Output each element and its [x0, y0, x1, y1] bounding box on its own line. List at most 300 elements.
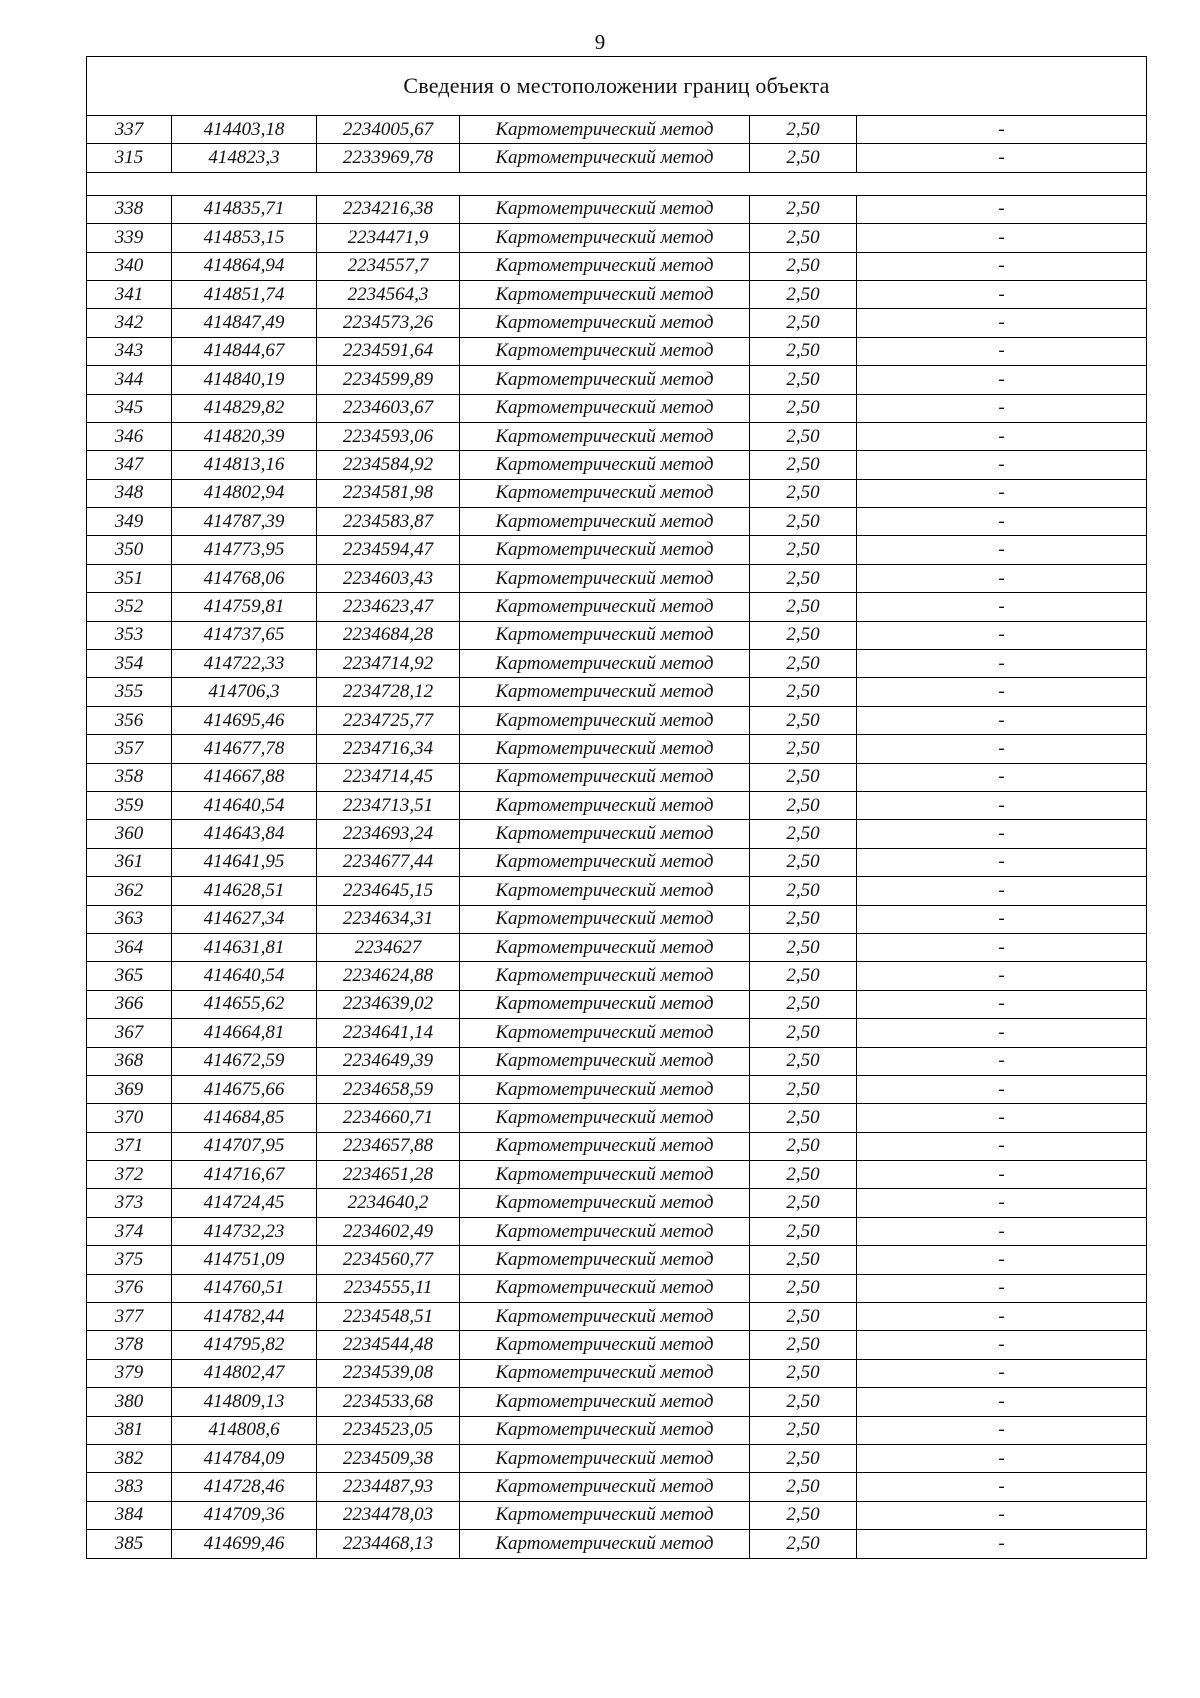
table-row [87, 536, 1147, 564]
table-row [87, 1359, 1147, 1387]
method-cell: Картометрический метод [460, 508, 750, 536]
method-cell: Картометрический метод [460, 593, 750, 621]
point-number-cell: 364 [87, 933, 172, 961]
point-number-cell: 367 [87, 1019, 172, 1047]
y-coordinate-cell: 2234560,77 [317, 1246, 460, 1274]
description-cell: - [857, 366, 1147, 394]
x-coordinate-cell: 414724,45 [172, 1189, 317, 1217]
accuracy-cell: 2,50 [750, 422, 857, 450]
description-cell: - [857, 1132, 1147, 1160]
x-coordinate-cell: 414695,46 [172, 706, 317, 734]
y-coordinate-cell: 2234649,39 [317, 1047, 460, 1075]
description-cell: - [857, 280, 1147, 308]
table-row [87, 116, 1147, 144]
x-coordinate-cell: 414675,66 [172, 1075, 317, 1103]
point-number-cell: 362 [87, 877, 172, 905]
accuracy-cell: 2,50 [750, 848, 857, 876]
accuracy-cell: 2,50 [750, 116, 857, 144]
accuracy-cell: 2,50 [750, 144, 857, 172]
description-cell: - [857, 678, 1147, 706]
point-number-cell: 363 [87, 905, 172, 933]
x-coordinate-cell: 414655,62 [172, 990, 317, 1018]
table-row [87, 820, 1147, 848]
accuracy-cell: 2,50 [750, 621, 857, 649]
table-row [87, 1019, 1147, 1047]
description-cell: - [857, 451, 1147, 479]
x-coordinate-cell: 414722,33 [172, 650, 317, 678]
point-number-cell: 385 [87, 1530, 172, 1558]
table-row [87, 422, 1147, 450]
x-coordinate-cell: 414732,23 [172, 1217, 317, 1245]
y-coordinate-cell: 2234583,87 [317, 508, 460, 536]
point-number-cell: 349 [87, 508, 172, 536]
point-number-cell: 354 [87, 650, 172, 678]
accuracy-cell: 2,50 [750, 1359, 857, 1387]
x-coordinate-cell: 414706,3 [172, 678, 317, 706]
accuracy-cell: 2,50 [750, 1047, 857, 1075]
point-number-cell: 337 [87, 116, 172, 144]
x-coordinate-cell: 414699,46 [172, 1530, 317, 1558]
y-coordinate-cell: 2234005,67 [317, 116, 460, 144]
description-cell: - [857, 1161, 1147, 1189]
y-coordinate-cell: 2234539,08 [317, 1359, 460, 1387]
description-cell: - [857, 990, 1147, 1018]
point-number-cell: 352 [87, 593, 172, 621]
x-coordinate-cell: 414847,49 [172, 309, 317, 337]
description-cell: - [857, 1331, 1147, 1359]
y-coordinate-cell: 2233969,78 [317, 144, 460, 172]
point-number-cell: 340 [87, 252, 172, 280]
point-number-cell: 379 [87, 1359, 172, 1387]
y-coordinate-cell: 2234591,64 [317, 337, 460, 365]
description-cell: - [857, 905, 1147, 933]
accuracy-cell: 2,50 [750, 1416, 857, 1444]
x-coordinate-cell: 414667,88 [172, 763, 317, 791]
table-title-row [87, 57, 1147, 116]
accuracy-cell: 2,50 [750, 1217, 857, 1245]
accuracy-cell: 2,50 [750, 366, 857, 394]
point-number-cell: 338 [87, 195, 172, 223]
boundary-coordinates-table [86, 56, 1147, 1559]
x-coordinate-cell: 414707,95 [172, 1132, 317, 1160]
y-coordinate-cell: 2234677,44 [317, 848, 460, 876]
y-coordinate-cell: 2234555,11 [317, 1274, 460, 1302]
x-coordinate-cell: 414760,51 [172, 1274, 317, 1302]
accuracy-cell: 2,50 [750, 933, 857, 961]
table-row [87, 650, 1147, 678]
table-row [87, 933, 1147, 961]
point-number-cell: 366 [87, 990, 172, 1018]
accuracy-cell: 2,50 [750, 593, 857, 621]
x-coordinate-cell: 414787,39 [172, 508, 317, 536]
method-cell: Картометрический метод [460, 309, 750, 337]
table-row [87, 877, 1147, 905]
method-cell: Картометрический метод [460, 877, 750, 905]
x-coordinate-cell: 414751,09 [172, 1246, 317, 1274]
table-row [87, 678, 1147, 706]
page-number: 9 [594, 30, 606, 54]
y-coordinate-cell: 2234573,26 [317, 309, 460, 337]
x-coordinate-cell: 414851,74 [172, 280, 317, 308]
point-number-cell: 356 [87, 706, 172, 734]
table-row [87, 144, 1147, 172]
description-cell: - [857, 144, 1147, 172]
y-coordinate-cell: 2234509,38 [317, 1444, 460, 1472]
method-cell: Картометрический метод [460, 422, 750, 450]
method-cell: Картометрический метод [460, 621, 750, 649]
description-cell: - [857, 1359, 1147, 1387]
table-row [87, 309, 1147, 337]
method-cell: Картометрический метод [460, 706, 750, 734]
method-cell: Картометрический метод [460, 116, 750, 144]
accuracy-cell: 2,50 [750, 564, 857, 592]
y-coordinate-cell: 2234645,15 [317, 877, 460, 905]
table-row [87, 962, 1147, 990]
x-coordinate-cell: 414737,65 [172, 621, 317, 649]
accuracy-cell: 2,50 [750, 1388, 857, 1416]
method-cell: Картометрический метод [460, 848, 750, 876]
method-cell: Картометрический метод [460, 1075, 750, 1103]
method-cell: Картометрический метод [460, 962, 750, 990]
y-coordinate-cell: 2234593,06 [317, 422, 460, 450]
table-row [87, 791, 1147, 819]
point-number-cell: 350 [87, 536, 172, 564]
point-number-cell: 381 [87, 1416, 172, 1444]
table-row [87, 848, 1147, 876]
accuracy-cell: 2,50 [750, 1075, 857, 1103]
x-coordinate-cell: 414640,54 [172, 962, 317, 990]
y-coordinate-cell: 2234657,88 [317, 1132, 460, 1160]
y-coordinate-cell: 2234471,9 [317, 224, 460, 252]
description-cell: - [857, 1501, 1147, 1529]
x-coordinate-cell: 414672,59 [172, 1047, 317, 1075]
x-coordinate-cell: 414829,82 [172, 394, 317, 422]
y-coordinate-cell: 2234658,59 [317, 1075, 460, 1103]
y-coordinate-cell: 2234603,43 [317, 564, 460, 592]
x-coordinate-cell: 414853,15 [172, 224, 317, 252]
method-cell: Картометрический метод [460, 791, 750, 819]
description-cell: - [857, 735, 1147, 763]
point-number-cell: 347 [87, 451, 172, 479]
x-coordinate-cell: 414844,67 [172, 337, 317, 365]
table-row [87, 1501, 1147, 1529]
point-number-cell: 380 [87, 1388, 172, 1416]
y-coordinate-cell: 2234725,77 [317, 706, 460, 734]
table-row [87, 593, 1147, 621]
y-coordinate-cell: 2234594,47 [317, 536, 460, 564]
x-coordinate-cell: 414643,84 [172, 820, 317, 848]
accuracy-cell: 2,50 [750, 1473, 857, 1501]
point-number-cell: 368 [87, 1047, 172, 1075]
point-number-cell: 359 [87, 791, 172, 819]
table-row [87, 1331, 1147, 1359]
method-cell: Картометрический метод [460, 990, 750, 1018]
description-cell: - [857, 1303, 1147, 1331]
accuracy-cell: 2,50 [750, 1274, 857, 1302]
method-cell: Картометрический метод [460, 337, 750, 365]
x-coordinate-cell: 414802,94 [172, 479, 317, 507]
y-coordinate-cell: 2234487,93 [317, 1473, 460, 1501]
description-cell: - [857, 1444, 1147, 1472]
method-cell: Картометрический метод [460, 224, 750, 252]
method-cell: Картометрический метод [460, 1161, 750, 1189]
y-coordinate-cell: 2234639,02 [317, 990, 460, 1018]
method-cell: Картометрический метод [460, 1388, 750, 1416]
y-coordinate-cell: 2234602,49 [317, 1217, 460, 1245]
x-coordinate-cell: 414820,39 [172, 422, 317, 450]
table-row [87, 1444, 1147, 1472]
method-cell: Картометрический метод [460, 1416, 750, 1444]
description-cell: - [857, 422, 1147, 450]
description-cell: - [857, 1104, 1147, 1132]
x-coordinate-cell: 414795,82 [172, 1331, 317, 1359]
description-cell: - [857, 1530, 1147, 1558]
description-cell: - [857, 564, 1147, 592]
description-cell: - [857, 621, 1147, 649]
method-cell: Картометрический метод [460, 1473, 750, 1501]
y-coordinate-cell: 2234544,48 [317, 1331, 460, 1359]
x-coordinate-cell: 414782,44 [172, 1303, 317, 1331]
accuracy-cell: 2,50 [750, 1104, 857, 1132]
point-number-cell: 375 [87, 1246, 172, 1274]
method-cell: Картометрический метод [460, 366, 750, 394]
accuracy-cell: 2,50 [750, 820, 857, 848]
table-row [87, 1473, 1147, 1501]
accuracy-cell: 2,50 [750, 1444, 857, 1472]
y-coordinate-cell: 2234603,67 [317, 394, 460, 422]
accuracy-cell: 2,50 [750, 337, 857, 365]
y-coordinate-cell: 2234599,89 [317, 366, 460, 394]
method-cell: Картометрический метод [460, 678, 750, 706]
y-coordinate-cell: 2234216,38 [317, 195, 460, 223]
table-row [87, 1246, 1147, 1274]
accuracy-cell: 2,50 [750, 224, 857, 252]
point-number-cell: 341 [87, 280, 172, 308]
contour-separator-row [87, 172, 1147, 195]
point-number-cell: 346 [87, 422, 172, 450]
method-cell: Картометрический метод [460, 905, 750, 933]
y-coordinate-cell: 2234557,7 [317, 252, 460, 280]
accuracy-cell: 2,50 [750, 905, 857, 933]
y-coordinate-cell: 2234713,51 [317, 791, 460, 819]
accuracy-cell: 2,50 [750, 536, 857, 564]
x-coordinate-cell: 414627,34 [172, 905, 317, 933]
table-row [87, 621, 1147, 649]
table-row [87, 763, 1147, 791]
table-row [87, 479, 1147, 507]
table-row [87, 735, 1147, 763]
accuracy-cell: 2,50 [750, 1019, 857, 1047]
x-coordinate-cell: 414823,3 [172, 144, 317, 172]
x-coordinate-cell: 414640,54 [172, 791, 317, 819]
method-cell: Картометрический метод [460, 252, 750, 280]
point-number-cell: 372 [87, 1161, 172, 1189]
accuracy-cell: 2,50 [750, 1501, 857, 1529]
y-coordinate-cell: 2234564,3 [317, 280, 460, 308]
table-row [87, 564, 1147, 592]
point-number-cell: 315 [87, 144, 172, 172]
method-cell: Картометрический метод [460, 564, 750, 592]
point-number-cell: 369 [87, 1075, 172, 1103]
accuracy-cell: 2,50 [750, 1189, 857, 1217]
x-coordinate-cell: 414768,06 [172, 564, 317, 592]
point-number-cell: 384 [87, 1501, 172, 1529]
description-cell: - [857, 1047, 1147, 1075]
method-cell: Картометрический метод [460, 1303, 750, 1331]
description-cell: - [857, 1274, 1147, 1302]
table-row [87, 706, 1147, 734]
accuracy-cell: 2,50 [750, 877, 857, 905]
y-coordinate-cell: 2234634,31 [317, 905, 460, 933]
y-coordinate-cell: 2234660,71 [317, 1104, 460, 1132]
y-coordinate-cell: 2234523,05 [317, 1416, 460, 1444]
accuracy-cell: 2,50 [750, 309, 857, 337]
accuracy-cell: 2,50 [750, 1132, 857, 1160]
description-cell: - [857, 933, 1147, 961]
table-row [87, 1303, 1147, 1331]
y-coordinate-cell: 2234468,13 [317, 1530, 460, 1558]
accuracy-cell: 2,50 [750, 508, 857, 536]
y-coordinate-cell: 2234693,24 [317, 820, 460, 848]
table-row [87, 905, 1147, 933]
y-coordinate-cell: 2234627 [317, 933, 460, 961]
method-cell: Картометрический метод [460, 144, 750, 172]
method-cell: Картометрический метод [460, 1104, 750, 1132]
y-coordinate-cell: 2234651,28 [317, 1161, 460, 1189]
table-row [87, 1189, 1147, 1217]
x-coordinate-cell: 414809,13 [172, 1388, 317, 1416]
table-row [87, 990, 1147, 1018]
description-cell: - [857, 791, 1147, 819]
x-coordinate-cell: 414759,81 [172, 593, 317, 621]
accuracy-cell: 2,50 [750, 962, 857, 990]
y-coordinate-cell: 2234478,03 [317, 1501, 460, 1529]
method-cell: Картометрический метод [460, 479, 750, 507]
description-cell: - [857, 224, 1147, 252]
description-cell: - [857, 1246, 1147, 1274]
table-row [87, 1274, 1147, 1302]
point-number-cell: 373 [87, 1189, 172, 1217]
point-number-cell: 376 [87, 1274, 172, 1302]
accuracy-cell: 2,50 [750, 1303, 857, 1331]
x-coordinate-cell: 414684,85 [172, 1104, 317, 1132]
accuracy-cell: 2,50 [750, 195, 857, 223]
method-cell: Картометрический метод [460, 1019, 750, 1047]
x-coordinate-cell: 414808,6 [172, 1416, 317, 1444]
accuracy-cell: 2,50 [750, 735, 857, 763]
y-coordinate-cell: 2234684,28 [317, 621, 460, 649]
accuracy-cell: 2,50 [750, 990, 857, 1018]
table-body [87, 57, 1147, 1559]
point-number-cell: 371 [87, 1132, 172, 1160]
y-coordinate-cell: 2234624,88 [317, 962, 460, 990]
method-cell: Картометрический метод [460, 1274, 750, 1302]
description-cell: - [857, 337, 1147, 365]
method-cell: Картометрический метод [460, 451, 750, 479]
point-number-cell: 383 [87, 1473, 172, 1501]
x-coordinate-cell: 414631,81 [172, 933, 317, 961]
table-row [87, 508, 1147, 536]
x-coordinate-cell: 414403,18 [172, 116, 317, 144]
accuracy-cell: 2,50 [750, 451, 857, 479]
description-cell: - [857, 877, 1147, 905]
description-cell: - [857, 309, 1147, 337]
description-cell: - [857, 1189, 1147, 1217]
description-cell: - [857, 962, 1147, 990]
method-cell: Картометрический метод [460, 1501, 750, 1529]
x-coordinate-cell: 414840,19 [172, 366, 317, 394]
table-row [87, 1161, 1147, 1189]
description-cell: - [857, 252, 1147, 280]
point-number-cell: 365 [87, 962, 172, 990]
x-coordinate-cell: 414813,16 [172, 451, 317, 479]
y-coordinate-cell: 2234533,68 [317, 1388, 460, 1416]
table-row [87, 224, 1147, 252]
point-number-cell: 374 [87, 1217, 172, 1245]
table-row [87, 1217, 1147, 1245]
method-cell: Картометрический метод [460, 650, 750, 678]
table-row [87, 366, 1147, 394]
point-number-cell: 351 [87, 564, 172, 592]
accuracy-cell: 2,50 [750, 394, 857, 422]
description-cell: - [857, 650, 1147, 678]
y-coordinate-cell: 2234641,14 [317, 1019, 460, 1047]
method-cell: Картометрический метод [460, 1189, 750, 1217]
contour-separator-cell [87, 172, 1147, 195]
y-coordinate-cell: 2234716,34 [317, 735, 460, 763]
x-coordinate-cell: 414628,51 [172, 877, 317, 905]
method-cell: Картометрический метод [460, 280, 750, 308]
point-number-cell: 382 [87, 1444, 172, 1472]
x-coordinate-cell: 414864,94 [172, 252, 317, 280]
point-number-cell: 339 [87, 224, 172, 252]
method-cell: Картометрический метод [460, 933, 750, 961]
description-cell: - [857, 536, 1147, 564]
y-coordinate-cell: 2234584,92 [317, 451, 460, 479]
y-coordinate-cell: 2234640,2 [317, 1189, 460, 1217]
method-cell: Картометрический метод [460, 1444, 750, 1472]
method-cell: Картометрический метод [460, 735, 750, 763]
table-row [87, 195, 1147, 223]
method-cell: Картометрический метод [460, 1217, 750, 1245]
point-number-cell: 358 [87, 763, 172, 791]
accuracy-cell: 2,50 [750, 1246, 857, 1274]
method-cell: Картометрический метод [460, 394, 750, 422]
point-number-cell: 342 [87, 309, 172, 337]
description-cell: - [857, 820, 1147, 848]
method-cell: Картометрический метод [460, 1530, 750, 1558]
table-row [87, 337, 1147, 365]
table-row [87, 252, 1147, 280]
accuracy-cell: 2,50 [750, 1331, 857, 1359]
accuracy-cell: 2,50 [750, 650, 857, 678]
x-coordinate-cell: 414784,09 [172, 1444, 317, 1472]
description-cell: - [857, 1019, 1147, 1047]
table-row [87, 1104, 1147, 1132]
description-cell: - [857, 1473, 1147, 1501]
y-coordinate-cell: 2234714,92 [317, 650, 460, 678]
method-cell: Картометрический метод [460, 195, 750, 223]
x-coordinate-cell: 414709,36 [172, 1501, 317, 1529]
description-cell: - [857, 593, 1147, 621]
accuracy-cell: 2,50 [750, 763, 857, 791]
table-row [87, 1530, 1147, 1558]
point-number-cell: 344 [87, 366, 172, 394]
y-coordinate-cell: 2234581,98 [317, 479, 460, 507]
point-number-cell: 353 [87, 621, 172, 649]
table-row [87, 1132, 1147, 1160]
description-cell: - [857, 1217, 1147, 1245]
